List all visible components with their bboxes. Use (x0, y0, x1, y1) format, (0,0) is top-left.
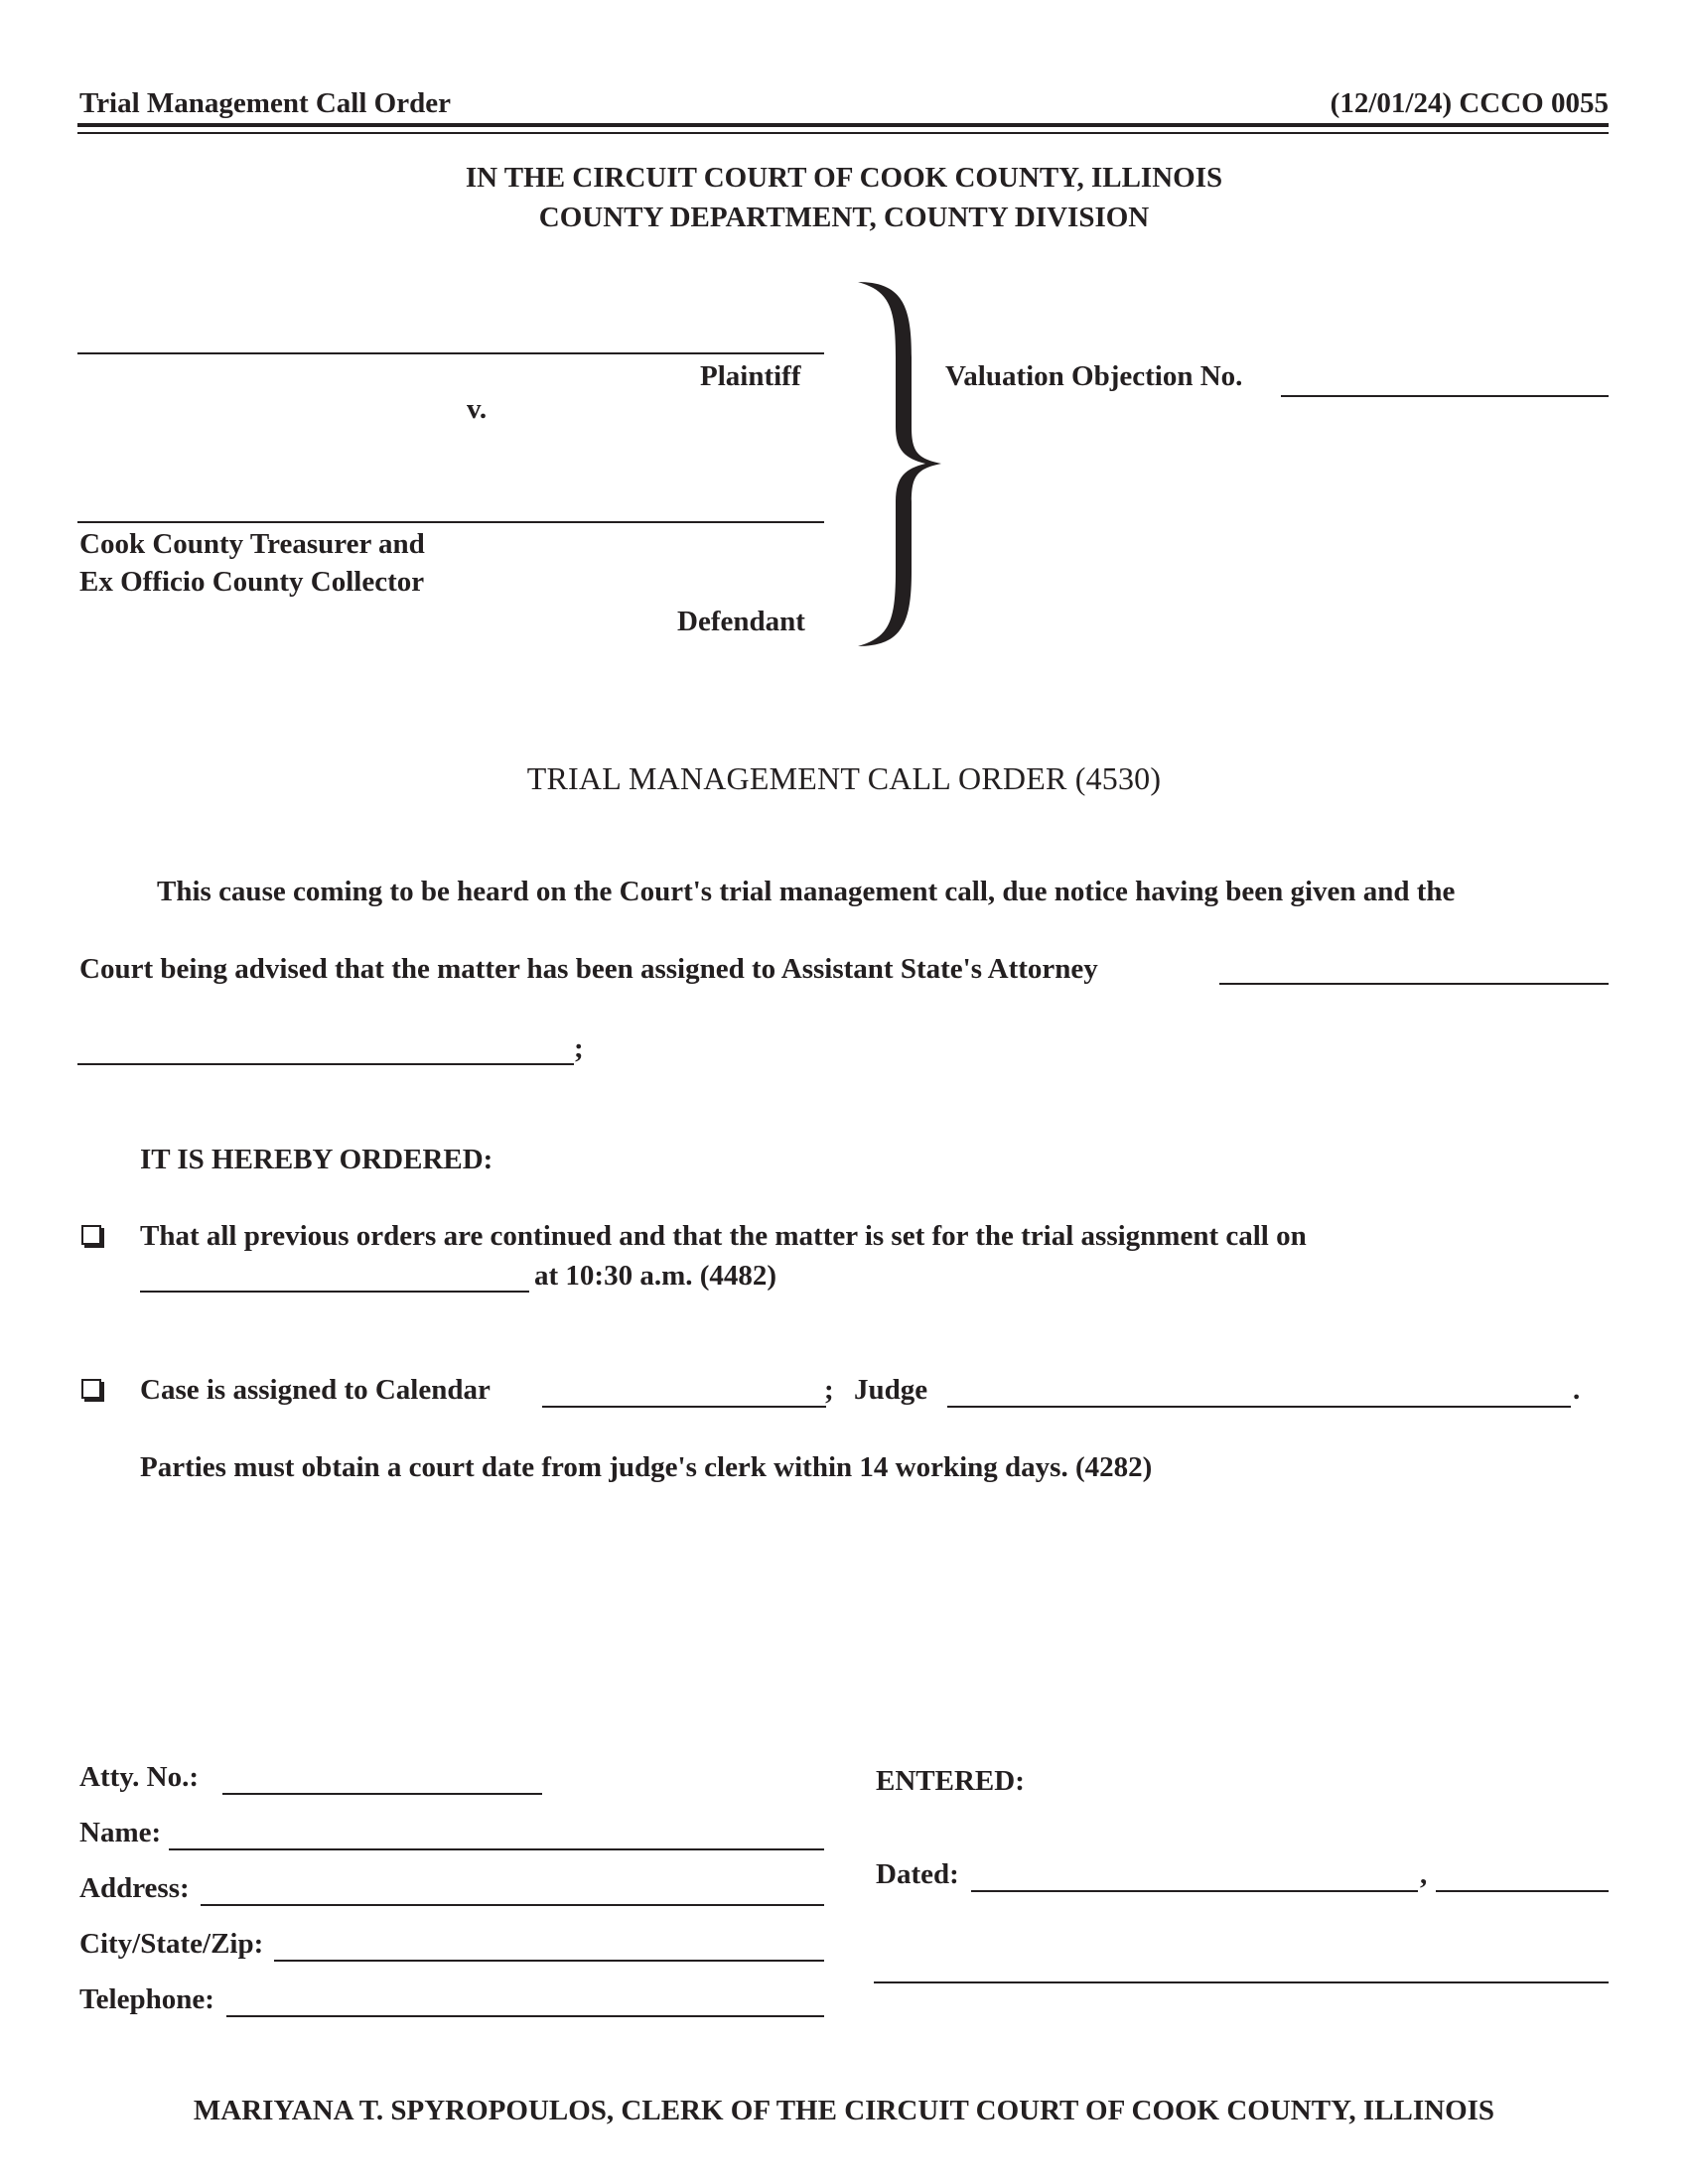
telephone-label: Telephone: (79, 1983, 214, 2015)
semicolon: ; (574, 1032, 584, 1064)
defendant-name-line-2: Ex Officio County Collector (79, 566, 425, 598)
dated-field[interactable] (971, 1890, 1418, 1892)
clerk-footer: MARIYANA T. SPYROPOULOS, CLERK OF THE CIRCUIT COURT OF COOK COUNTY, ILLINOIS (193, 2095, 1495, 2126)
entered-label: ENTERED: (876, 1765, 1025, 1797)
address-field[interactable] (201, 1904, 824, 1906)
option-1-line-1: That all previous orders are continued and that the matter is set for the trial assignment call on (140, 1220, 1307, 1252)
court-line-2: COUNTY DEPARTMENT, COUNTY DIVISION (538, 202, 1150, 233)
option-2-judge-label: Judge (854, 1374, 928, 1406)
defendant-field[interactable] (77, 521, 824, 523)
paragraph-line-2: Court being advised that the matter has been assigned to Assistant State's Attorney (79, 953, 1098, 985)
city-state-zip-label: City/State/Zip: (79, 1928, 264, 1960)
valuation-objection-label: Valuation Objection No. (945, 360, 1243, 392)
address-label: Address: (79, 1872, 190, 1904)
plaintiff-label: Plaintiff (700, 360, 801, 392)
valuation-objection-field[interactable] (1281, 395, 1609, 397)
option-2-semicolon: ; (824, 1374, 834, 1406)
ordered-heading: IT IS HEREBY ORDERED: (140, 1144, 493, 1175)
name-label: Name: (79, 1817, 162, 1848)
option-1-time: at 10:30 a.m. (4482) (534, 1260, 777, 1292)
atty-no-field[interactable] (222, 1793, 542, 1795)
caption-brace (844, 278, 953, 650)
order-title: TRIAL MANAGEMENT CALL ORDER (4530) (526, 760, 1162, 796)
city-state-zip-field[interactable] (274, 1960, 824, 1962)
option-2-checkbox[interactable] (81, 1379, 101, 1399)
versus-label: v. (467, 393, 488, 425)
option-2-period: . (1573, 1374, 1581, 1406)
header-rule-thin (77, 132, 1609, 134)
trial-call-date-field[interactable] (140, 1291, 529, 1293)
option-2-calendar-label: Case is assigned to Calendar (140, 1374, 491, 1406)
calendar-field[interactable] (542, 1406, 826, 1408)
dated-year-field[interactable] (1436, 1890, 1609, 1892)
form-code: (12/01/24) CCCO 0055 (1330, 87, 1609, 119)
form-title: Trial Management Call Order (79, 87, 451, 119)
asa-name-field-1[interactable] (1219, 983, 1609, 985)
paragraph-line-1: This cause coming to be heard on the Court's trial management call, due notice having been given and the (157, 876, 1456, 907)
dated-comma: , (1420, 1858, 1428, 1890)
telephone-field[interactable] (226, 2015, 824, 2017)
asa-name-field-2[interactable] (77, 1063, 574, 1065)
option-1-checkbox[interactable] (81, 1225, 101, 1245)
judge-field[interactable] (947, 1406, 1571, 1408)
header-rule-thick (77, 123, 1609, 127)
judge-signature-field[interactable] (874, 1981, 1609, 1983)
atty-no-label: Atty. No.: (79, 1761, 200, 1793)
plaintiff-field[interactable] (77, 352, 824, 354)
dated-label: Dated: (876, 1858, 959, 1890)
court-line-1: IN THE CIRCUIT COURT OF COOK COUNTY, ILLINOIS (465, 162, 1223, 194)
defendant-name-line-1: Cook County Treasurer and (79, 528, 425, 560)
name-field[interactable] (169, 1848, 824, 1850)
defendant-label: Defendant (677, 606, 805, 637)
option-2-note: Parties must obtain a court date from judge's clerk within 14 working days. (4282) (140, 1451, 1153, 1483)
